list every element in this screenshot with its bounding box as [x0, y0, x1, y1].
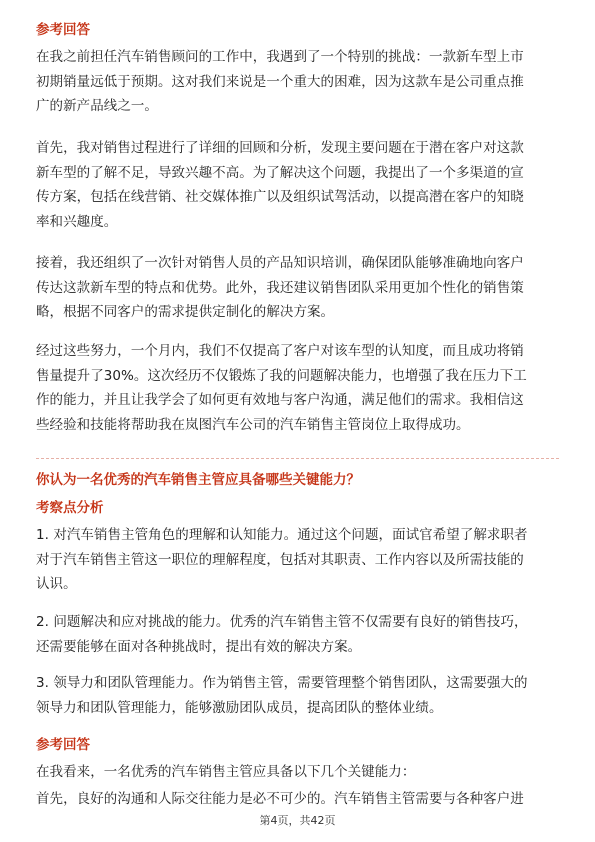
section-heading-reference-answer: 参考回答: [36, 22, 90, 38]
section-heading-reference-answer: 参考回答: [36, 737, 90, 753]
text-line: 作的能力，并且让我学会了如何更有效地与客户沟通，满足他们的需求。我相信这: [36, 392, 524, 409]
text-line: 领导力和团队管理能力，能够激励团队成员，提高团队的整体业绩。: [36, 699, 443, 716]
text-line: 略，根据不同客户的需求提供定制化的解决方案。: [36, 304, 335, 321]
text-line: 3. 领导力和团队管理能力。作为销售主管，需要管理整个销售团队，这需要强大的: [36, 675, 528, 691]
text-line: 认识。: [36, 576, 77, 593]
text-line: 还需要能够在面对各种挑战时，提出有效的解决方案。: [36, 638, 362, 655]
text-line: 传方案，包括在线营销、社交媒体推广以及组织试驾活动，以提高潜在客户的知晓: [36, 189, 524, 206]
question-heading: 你认为一名优秀的汽车销售主管应具备哪些关键能力？: [36, 472, 360, 488]
section-divider: [36, 458, 559, 459]
analysis-item: [36, 523, 564, 597]
text-line: 率和兴趣度。: [36, 213, 118, 230]
text-line: 接着，我还组织了一次针对销售人员的产品知识培训，确保团队能够准确地向客户: [36, 255, 524, 271]
paragraph: [36, 760, 564, 785]
text-line: 1. 对汽车销售主管角色的理解和认知能力。通过这个问题，面试官希望了解求职者: [36, 527, 528, 543]
text-line: 2. 问题解决和应对挑战的能力。优秀的汽车销售主管不仅需要有良好的销售技巧，: [36, 614, 528, 630]
text-line: 新车型的了解不足，导致兴趣不高。为了解决这个问题，我提出了一个多渠道的宣: [36, 164, 524, 181]
paragraph: [36, 45, 564, 119]
analysis-heading: 考察点分析: [36, 500, 104, 516]
text-line: 在我看来，一名优秀的汽车销售主管应具备以下几个关键能力：: [36, 764, 416, 780]
text-line: 初期销量远低于预期。这对我们来说是一个重大的困难，因为这款车是公司重点推: [36, 73, 524, 90]
text-line: 经过这些努力，一个月内，我们不仅提高了客户对该车型的认知度，而且成功将销: [36, 343, 524, 359]
text-line: 首先，我对销售过程进行了详细的回顾和分析，发现主要问题在于潜在客户对这款: [36, 140, 524, 156]
text-line: 对于汽车销售主管这一职位的理解程度，包括对其职责、工作内容以及所需技能的: [36, 551, 524, 568]
analysis-item: [36, 671, 564, 720]
text-line: 售量提升了30%。这次经历不仅锻炼了我的问题解决能力，也增强了我在压力下工: [36, 367, 527, 384]
text-line: 广的新产品线之一。: [36, 98, 158, 115]
paragraph: [36, 251, 564, 325]
paragraph: [36, 339, 564, 437]
page-number: 第4页，共42页: [259, 814, 336, 827]
paragraph: [36, 787, 564, 812]
text-line: 首先，良好的沟通和人际交往能力是必不可少的。汽车销售主管需要与各种客户进: [36, 791, 524, 807]
text-line: 传达这款新车型的特点和优势。此外，我还建议销售团队采用更加个性化的销售策: [36, 279, 524, 296]
analysis-item: [36, 610, 564, 659]
paragraph: [36, 136, 564, 234]
text-line: 些经验和技能将帮助我在岚图汽车公司的汽车销售主管岗位上取得成功。: [36, 416, 470, 433]
text-line: 在我之前担任汽车销售顾问的工作中，我遇到了一个特别的挑战：一款新车型上市: [36, 49, 524, 65]
